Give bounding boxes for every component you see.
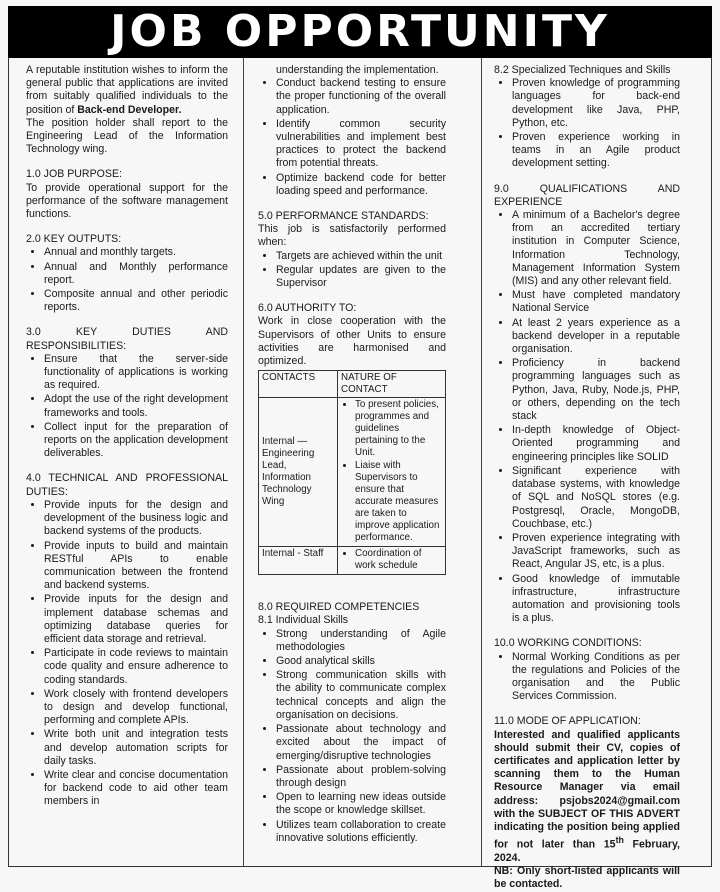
bullet-list xyxy=(341,399,442,544)
section-title: 6.0 AUTHORITY TO: xyxy=(258,302,357,315)
section-working-conditions xyxy=(494,637,680,703)
list-item: • Utilizes team collaboration to create innovative solutions efficiently. xyxy=(276,819,446,845)
list-item: • Passionate about technology and excited about the impact of emerging/disruptive technologies xyxy=(276,723,446,763)
section-title: 3.0 KEY DUTIES AND RESPONSIBILITIES: xyxy=(26,326,228,352)
section-technical-duties xyxy=(26,472,228,808)
list-item: • Proven knowledge of programming languages for back-end development like Java, PHP, Python, etc. xyxy=(512,77,680,130)
table-cell: Internal - Staff xyxy=(259,547,338,575)
list-item: • Proven experience working in teams in an Agile product development setting. xyxy=(512,131,680,171)
continued-text: understanding the implementation. xyxy=(276,64,439,76)
list-item: • Write both unit and integration tests and develop automation scripts for daily tasks. xyxy=(44,728,228,768)
section-title: 5.0 PERFORMANCE STANDARDS: xyxy=(258,210,429,223)
banner-title: JOB OPPORTUNITY xyxy=(8,6,712,58)
list-item: • Write clear and concise documentation for backend code to aid other team members in xyxy=(44,769,228,809)
bullet-list xyxy=(26,499,228,809)
list-item: • A minimum of a Bachelor's degree from an accredited tertiary institution in Computer Science, Information Technology, Management Information System (MIS) and any other relevant field. xyxy=(512,209,680,288)
list-item: • Conduct backend testing to ensure the proper functioning of the overall application. xyxy=(276,77,446,117)
list-item: • Provide inputs to build and maintain RESTful APIs to enable communication between the frontend and backend systems. xyxy=(44,540,228,593)
list-item: • Regular updates are given to the Supervisor xyxy=(276,264,446,290)
table-header: CONTACTS xyxy=(259,371,338,398)
list-item: • To present policies, programmes and guidelines pertaining to the Unit. xyxy=(355,399,442,459)
column-1 xyxy=(26,64,228,810)
bullet-list xyxy=(258,628,446,845)
shortlist-note: NB: Only short-listed applicants will be contacted. xyxy=(494,865,680,891)
section-title: 4.0 TECHNICAL AND PROFESSIONAL DUTIES: xyxy=(26,472,228,498)
bullet-list xyxy=(26,246,228,314)
column-divider-2 xyxy=(481,58,482,866)
section-title: 9.0 QUALIFICATIONS AND EXPERIENCE xyxy=(494,182,680,208)
section-authority xyxy=(258,302,446,575)
list-item: • At least 2 years experience as a backend developer in a reputable organisation. xyxy=(512,317,680,357)
list-item: • Strong understanding of Agile methodologies xyxy=(276,628,446,654)
section-competencies xyxy=(258,601,446,845)
section-title: 8.0 REQUIRED COMPETENCIES xyxy=(258,601,420,614)
table-header: NATURE OF CONTACT xyxy=(338,371,446,398)
list-item: • Passionate about problem-solving through design xyxy=(276,764,446,790)
bullet-list xyxy=(26,353,228,461)
bullet-list xyxy=(341,548,442,572)
bullet-list xyxy=(494,77,680,170)
section-title: 10.0 WORKING CONDITIONS: xyxy=(494,637,642,650)
section-text: To provide operational support for the performance of the software management functions. xyxy=(26,181,228,221)
column-3 xyxy=(494,64,680,892)
list-item: • Composite annual and other periodic reports. xyxy=(44,288,228,314)
section-title: 1.0 JOB PURPOSE: xyxy=(26,168,122,181)
table-cell xyxy=(338,547,446,575)
list-item: • Good analytical skills xyxy=(276,655,446,668)
section-text: This job is satisfactorily performed when: xyxy=(258,223,446,249)
section-job-purpose xyxy=(26,168,228,221)
list-item: • Significant experience with database systems, with knowledge of SQL and NoSQL stores (e.g. Postgresql, Oracle, MongoDB, Couchbase, etc.) xyxy=(512,465,680,531)
list-item: • Collect input for the preparation of reports on the application development deliverables. xyxy=(44,421,228,461)
section-title: 2.0 KEY OUTPUTS: xyxy=(26,233,122,246)
section-key-outputs xyxy=(26,233,228,314)
section-title: 11.0 MODE OF APPLICATION: xyxy=(494,715,641,728)
list-item: • Provide inputs for the design and implement database schemas and optimizing database queries for efficient data storage and retrieval. xyxy=(44,593,228,646)
list-item: • Annual and monthly targets. xyxy=(44,246,228,259)
bullet-list xyxy=(258,250,446,291)
list-item: • Participate in code reviews to maintain code quality and ensure adherence to coding standards. xyxy=(44,647,228,687)
list-item: • In-depth knowledge of Object-Oriented programming and engineering principles like SOLID xyxy=(512,424,680,464)
list-item: • Normal Working Conditions as per the regulations and Policies of the organisation and the Public Services Commission. xyxy=(512,651,680,704)
column-divider-1 xyxy=(243,58,244,866)
bullet-list xyxy=(494,209,680,625)
list-item: • Liaise with Supervisors to ensure that accurate measures are taken to improve application performance. xyxy=(355,460,442,544)
bullet-list xyxy=(258,77,446,198)
table-row xyxy=(259,547,446,575)
section-text: Work in close cooperation with the Supervisors of other Units to ensure activities are harmonised and optimized. xyxy=(258,315,446,368)
list-item: • Proven experience integrating with JavaScript frameworks, such as React, Angular JS, etc, is a plus. xyxy=(512,532,680,572)
position-name: Back-end Developer. xyxy=(77,103,182,116)
section-performance-standards xyxy=(258,210,446,290)
intro-paragraph: A reputable institution wishes to inform the general public that applications are invited from suitably qualified individuals to the position of Back-end Developer. xyxy=(26,64,228,116)
list-item: • Identify common security vulnerabilities and implement best practices to protect the backend from potential threats. xyxy=(276,118,446,171)
column-2 xyxy=(258,64,446,846)
list-item: • Proficiency in backend programming languages such as Python, Java, Ruby, Node.js, PHP, or others, depending on the tech stack xyxy=(512,357,680,423)
list-item: • Must have completed mandatory National Service xyxy=(512,289,680,315)
table-row xyxy=(259,398,446,547)
list-item: • Annual and Monthly performance report. xyxy=(44,261,228,287)
list-item: • Provide inputs for the design and development of the business logic and backend systems of the products. xyxy=(44,499,228,539)
table-cell: Internal — Engineering Lead, Information Technology Wing xyxy=(259,398,338,547)
application-instructions: Interested and qualified applicants should submit their CV, copies of certificates and application letter by scanning them to the Human Resource Manager via email address: psjobs2024@gmail.com with the SUBJECT OF THIS ADVERT indicating the position being applied for not later than 15th February, 2024. xyxy=(494,728,681,864)
list-item: • Ensure that the server-side functionality of applications is working as required. xyxy=(44,353,228,393)
intro-report-line: The position holder shall report to the Engineering Lead of the Information Technology wing. xyxy=(26,116,228,156)
subsection-title: 8.2 Specialized Techniques and Skills xyxy=(494,64,671,76)
section-specialized-skills xyxy=(494,64,680,171)
list-item: • Adopt the use of the right development frameworks and tools. xyxy=(44,393,228,419)
bullet-list xyxy=(494,651,680,704)
list-item: • Open to learning new ideas outside the scope or knowledge skillset. xyxy=(276,791,446,817)
list-item: • Work closely with frontend developers to design and develop functional, performing and complete APIs. xyxy=(44,688,228,728)
section-qualifications xyxy=(494,183,680,626)
list-item: • Optimize backend code for better loading speed and performance. xyxy=(276,172,446,198)
contacts-table xyxy=(258,370,446,575)
table-cell xyxy=(338,398,446,547)
table-header-row xyxy=(259,371,446,398)
list-item: • Strong communication skills with the ability to communicate complex technical concepts and align the organisation on decisions. xyxy=(276,669,446,722)
list-item: • Good knowledge of immutable infrastructure, infrastructure automation and provisioning tools is a plus. xyxy=(512,573,680,626)
list-item: • Targets are achieved within the unit xyxy=(276,250,446,263)
list-item: • Coordination of work schedule xyxy=(355,548,442,572)
section-key-duties xyxy=(26,326,228,460)
subsection-title: 8.1 Individual Skills xyxy=(258,614,349,627)
section-mode-of-application xyxy=(494,715,680,891)
